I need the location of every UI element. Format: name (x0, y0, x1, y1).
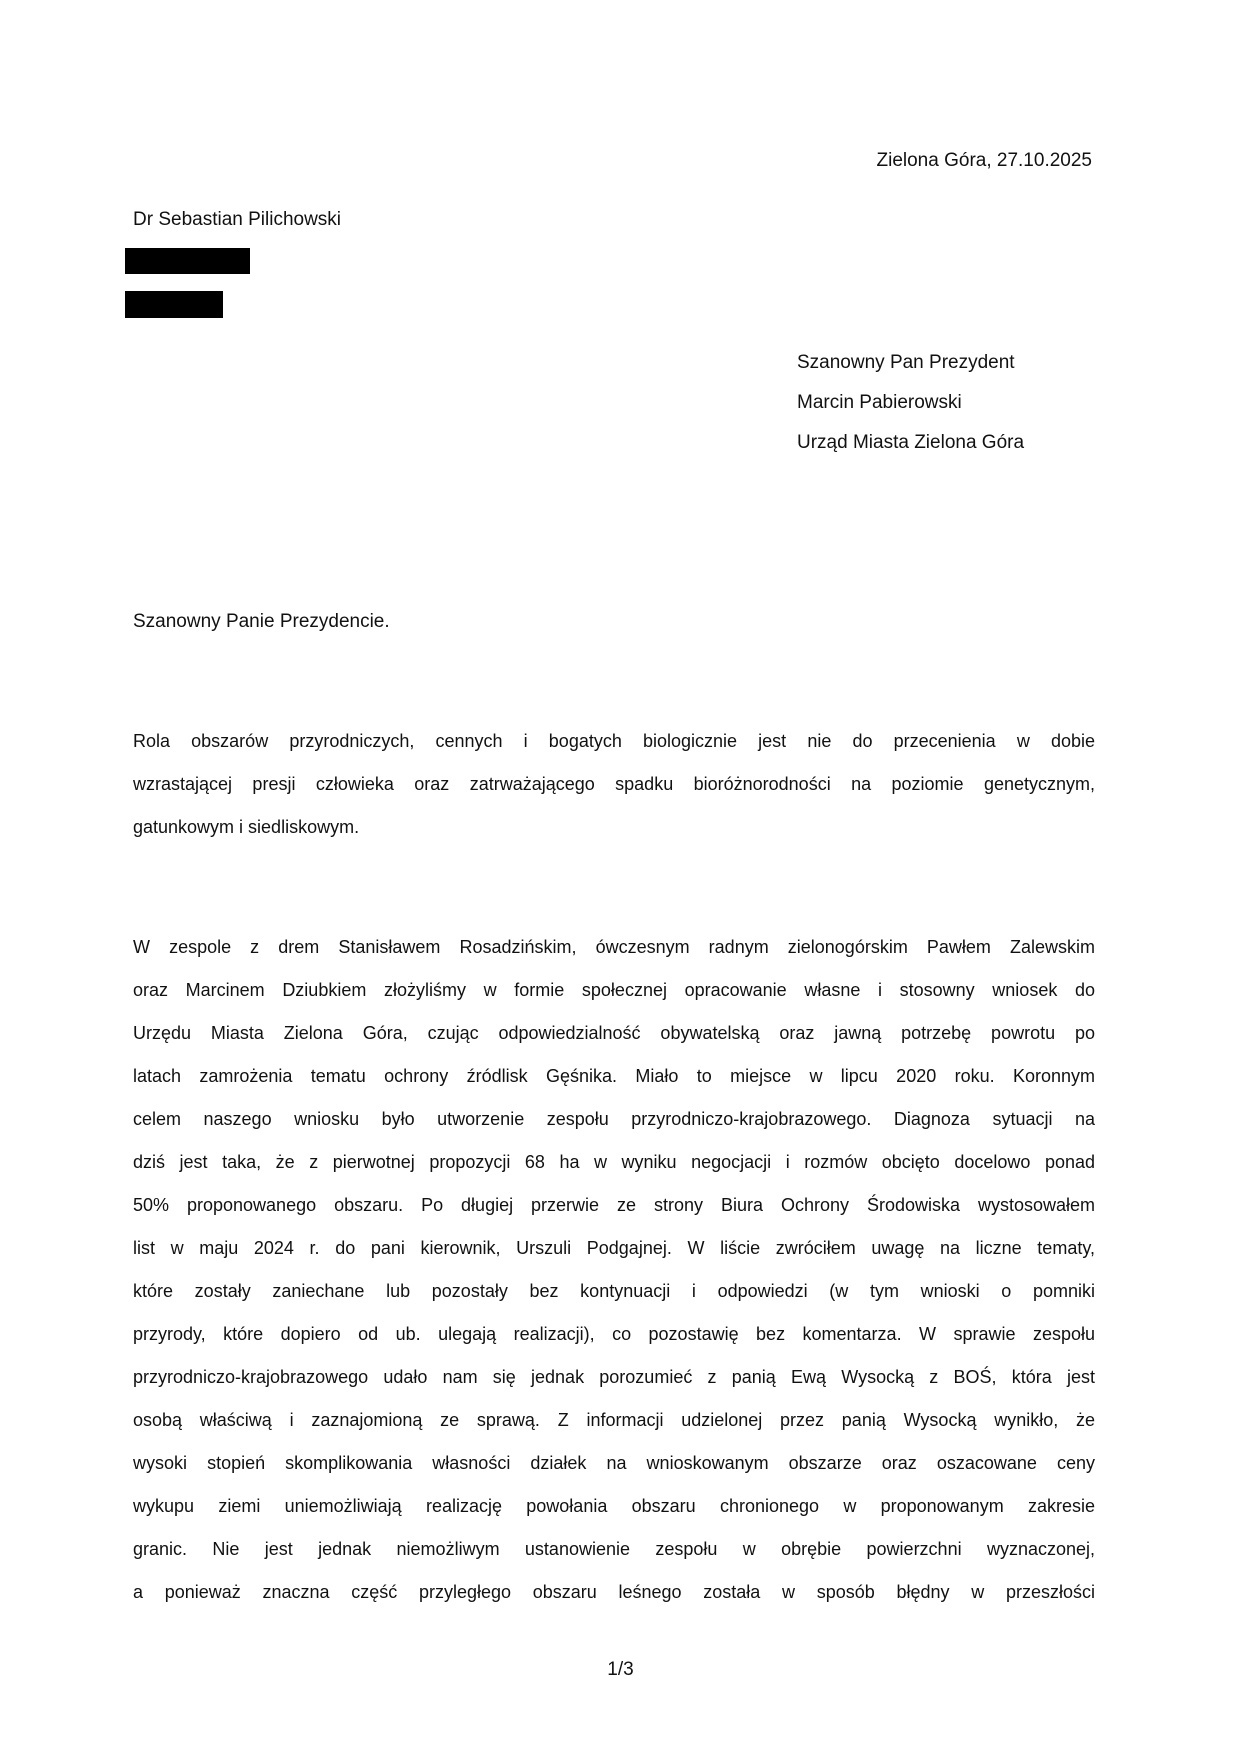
recipient-block (797, 343, 1024, 463)
text-line: granic. Nie jest jednak niemożliwym ustanowienie zespołu w obrębie powierzchni wyznaczonej, (133, 1539, 1095, 1559)
text-line: Urzędu Miasta Zielona Góra, czując odpowiedzialność obywatelską oraz jawną potrzebę powrotu po (133, 1023, 1095, 1043)
text-line: Urząd Miasta Zielona Góra (797, 432, 1025, 453)
text-line: celem naszego wniosku było utworzenie zespołu przyrodniczo-krajobrazowego. Diagnoza sytuacji na (133, 1109, 1095, 1129)
text-line: latach zamrożenia tematu ochrony źródlisk Gęśnika. Miało to miejsce w lipcu 2020 roku. Koronnym (133, 1066, 1095, 1086)
text-line: osobą właściwą i zaznajomioną ze sprawą. Z informacji udzielonej przez panią Wysocką wynikło, że (133, 1410, 1095, 1430)
text-line: dziś jest taka, że z pierwotnej propozycji 68 ha w wyniku negocjacji i rozmów obcięto docelowo ponad (133, 1152, 1095, 1172)
text-line: wykupu ziemi uniemożliwiają realizację powołania obszaru chronionego w proponowanym zakresie (133, 1496, 1095, 1516)
text-line: list w maju 2024 r. do pani kierownik, Urszuli Podgajnej. W liście zwróciłem uwagę na liczne tematy, (133, 1238, 1095, 1258)
paragraph-main (133, 926, 1095, 1614)
page-number: 1/3 (607, 1659, 634, 1680)
paragraph-intro (133, 720, 1095, 849)
redacted-contact-line-2 (125, 291, 223, 318)
text-line: które zostały zaniechane lub pozostały bez kontynuacji i odpowiedzi (w tym wnioski o pomniki (133, 1281, 1095, 1301)
text-line: Rola obszarów przyrodniczych, cennych i bogatych biologicznie jest nie do przecenienia w dobie (133, 731, 1095, 751)
text-line: przyrody, które dopiero od ub. ulegają realizacji), co pozostawię bez komentarza. W sprawie zespołu (133, 1324, 1095, 1344)
text-line: wysoki stopień skomplikowania własności działek na wnioskowanym obszarze oraz oszacowane ceny (133, 1453, 1095, 1473)
text-line: 50% proponowanego obszaru. Po długiej przerwie ze strony Biura Ochrony Środowiska wystosowałem (133, 1195, 1095, 1215)
redacted-contact-line-1 (125, 248, 250, 274)
text-line: Szanowny Pan Prezydent (797, 352, 1015, 373)
text-line: gatunkowym i siedliskowym. (133, 817, 360, 837)
text-line: oraz Marcinem Dziubkiem złożyliśmy w formie społecznej opracowanie własne i stosowny wniosek do (133, 980, 1095, 1000)
text-line: przyrodniczo-krajobrazowego udało nam się jednak porozumieć z panią Ewą Wysocką z BOŚ, która jest (133, 1367, 1095, 1387)
salutation: Szanowny Panie Prezydencie. (133, 611, 390, 632)
sender-name: Dr Sebastian Pilichowski (133, 209, 342, 230)
text-line: a ponieważ znaczna część przyległego obszaru leśnego została w sposób błędny w przeszłości (133, 1582, 1095, 1602)
text-line: W zespole z drem Stanisławem Rosadzińskim, ówczesnym radnym zielonogórskim Pawłem Zalewskim (133, 937, 1095, 957)
date-line: Zielona Góra, 27.10.2025 (876, 150, 1092, 171)
text-line: Marcin Pabierowski (797, 392, 962, 413)
text-line: wzrastającej presji człowieka oraz zatrważającego spadku bioróżnorodności na poziomie genetycznym, (133, 774, 1095, 794)
